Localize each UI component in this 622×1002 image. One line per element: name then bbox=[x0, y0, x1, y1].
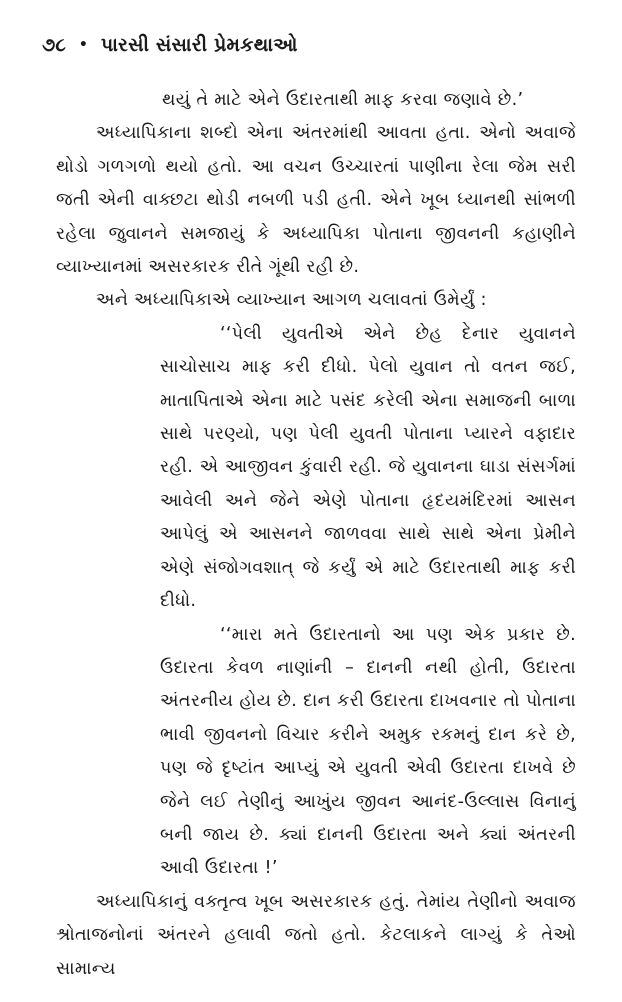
page-number: ૭૮ bbox=[42, 34, 67, 56]
quoted-paragraph: ‘‘મારા મતે ઉદારતાનો આ પણ એક પ્રકાર છે. ઉદારતા કેવળ નાણાંની – દાનની નથી હોતી, ઉદારતા અંતરનીય હોય છે. દાન કરી ઉદારતા દાખવનાર તો પોતાના ભાવી જીવનનો વિચાર કરીને અમુક રકમનું દાન કરે છે, પણ જે દૃષ્ટાંત આપ્યું એ યુવતી એવી ઉદારતા દાખવે છે જેને લઈ તેણીનું આખુંય જીવન આનંદ-ઉલ્લાસ વિનાનું બની જાય છે. ક્યાં દાનની ઉદારતા અને ક્યાં અંતરની આવી ઉદારતા !’ bbox=[160, 624, 576, 879]
quoted-paragraph: ‘‘પેલી યુવતીએ એને છેહ દેનાર યુવાનને સાચોસાચ માફ કરી દીધો. પેલો યુવાન તો વતન જઈ, માતાપિતાએ એના માટે પસંદ કરેલી એના સમાજની બાળા સાથે પરણ્યો, પણ પેલી યુવતી પોતાના પ્યારને વફાદાર રહી. એ આજીવન કુંવારી રહી. જે યુવાનના ઘાડા સંસર્ગમાં આવેલી અને જેને એણે પોતાના હૃદયમંદિરમાં આસન આપેલું એ આસનને જાળવવા સાથે સાથે એના પ્રેમીને એણે સંજોગવશાત્ જે કર્યું એ માટે ઉદારતાથી માફ કરી દીધો. bbox=[160, 323, 576, 612]
running-header bbox=[42, 34, 298, 56]
paragraph: અને અધ્યાપિકાએ વ્યાખ્યાન આગળ ચલાવતાં ઉમેર્યું : bbox=[96, 290, 487, 311]
page-body-text bbox=[56, 84, 576, 986]
header-bullet-icon: • bbox=[78, 37, 89, 53]
paragraph: અધ્યાપિકાનું વક્તૃત્વ ખૂબ અસરકારક હતું. તેમાંય તેણીનો અવાજ શ્રોતાજનોનાં અંતરને હલાવી જતો હતો. કેટલાકને લાગ્યું કે તેઓ સામાન્ય bbox=[56, 891, 576, 979]
paragraph-continued: થયું તે માટે એને ઉદારતાથી માફ કરવા જણાવે છે.’ bbox=[162, 90, 524, 110]
paragraph: અધ્યાપિકાના શબ્દો એના અંતરમાંથી આવતા હતા. એનો અવાજે થોડો ગળગળો થયો હતો. આ વચન ઉચ્ચારતાં પાણીના રેલા જેમ સરી જતી એની વાક્છટા થોડી નબળી પડી હતી. એને ખૂબ ધ્યાનથી સાંભળી રહેલા જુવાનને સમજાયું કે અધ્યાપિકા પોતાના જીવનની કહાણીને વ્યાખ્યાનમાં અસરકારક રીતે ગૂંથી રહી છે. bbox=[56, 123, 576, 278]
book-title: પારસી સંસારી પ્રેમકથાઓ bbox=[100, 34, 298, 56]
